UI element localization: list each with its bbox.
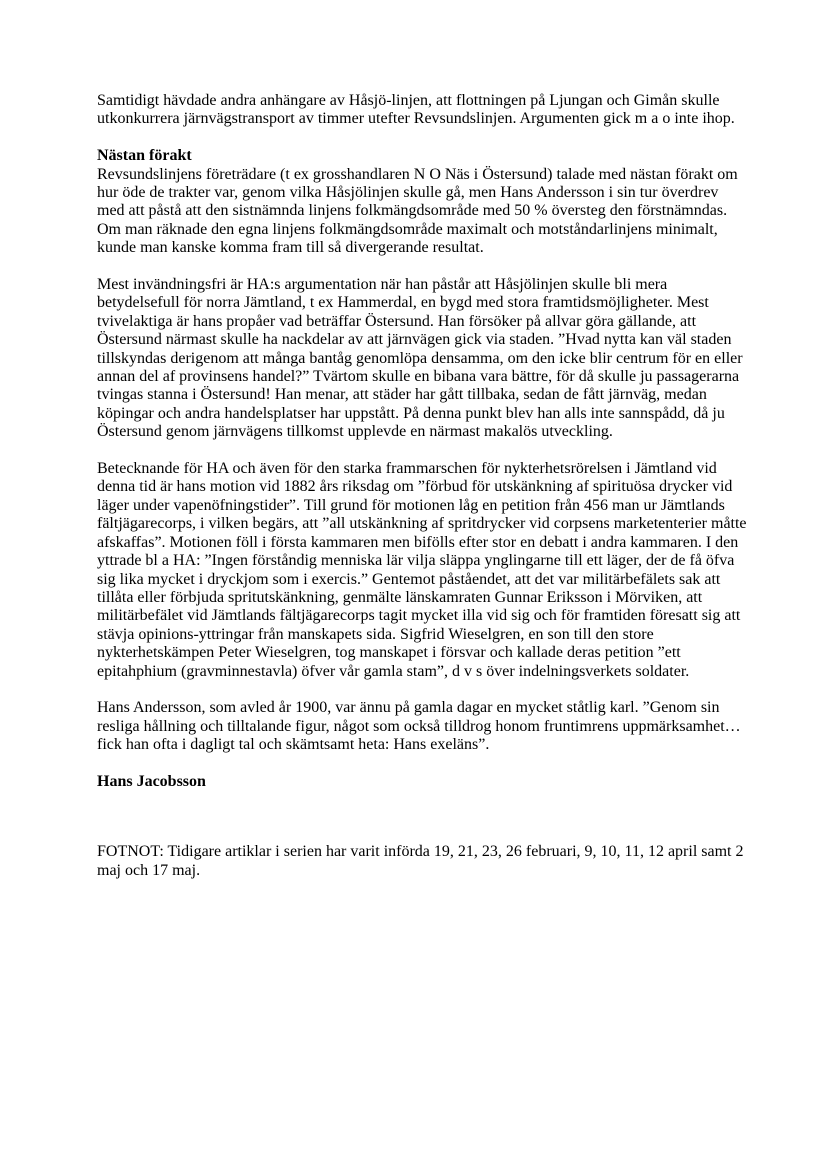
section-paragraph: Revsundslinjens företrädare (t ex grosshandlaren N O Näs i Östersund) talade med nästan förakt om hur öde de trakter var, genom vilka Håsjölinjen skulle gå, men Hans Andersson i sin tur överdrev med att påstå att den sistnämnda linjens folkmängdsområde med 50 % översteg den förstnämndas. Om man räknade den egna linjens folkmängdsområde maximalt och motståndarlinjens minimalt, kunde man kanske komma fram till så divergerande resultat. [97,165,738,257]
motion-paragraph: Betecknande för HA och även för den starka frammarschen för nykterhetsrörelsen i Jämtland vid denna tid är hans motion vid 1882 års riksdag om ”förbud för utskänkning af spirituösa drycker vid läger under vapenöfningstider”. Till grund för motionen låg en petition från 456 man ur Jämtlands fältjägarecorps, i vilken begärs, att ”all utskänkning af spritdrycker vid corpsens marketenterier måtte afskaffas”. Motionen föll i första kammaren men bifölls efter stor en debatt i andra kammaren. I den yttrade bl a HA: ”Ingen förståndig menniska lär vilja släppa ynglingarne till ett läger, der de få öfva sig lika mycket i dryckjom som i exercis.” Gentemot påståendet, att det var militärbefälets sak att tillåta eller förbjuda spritutskänkning, genmälte länskamraten Gunnar Eriksson i Mörviken, att militärbefälet vid Jämtlands fältjägarecorps tagit mycket illa vid sig och för framtiden föresatt sig att stävja opinions-yttringar från manskapets sida. Sigfrid Wieselgren, en son till den store nykterhetskämpen Peter Wieselgren, tog manskapet i försvar och kallade deras petition ”ett epitahphium (gravminnestavla) öfver vår gamla stam”, d v s över indelningsverkets soldater. [97,460,747,680]
closing-paragraph: Hans Andersson, som avled år 1900, var ännu på gamla dagar en mycket ståtlig karl. ”Genom sin resliga hållning och tilltalande figur, något som också tilldrog honom fruntimrens uppmärksamhet… fick han ofta i dagligt tal och skämtsamt heta: Hans exeläns”. [97,699,741,754]
footnote-paragraph: FOTNOT: Tidigare artiklar i serien har varit införda 19, 21, 23, 26 februari, 9, 10, 11, 12 april samt 2 maj och 17 maj. [97,843,744,879]
section-heading: Nästan förakt [97,147,192,165]
argumentation-paragraph: Mest invändningsfri är HA:s argumentation när han påstår att Håsjölinjen skulle bli mera betydelsefull för norra Jämtland, t ex Hammerdal, en bygd med stora framtidsmöjligheter. Mest tvivelaktiga är hans propåer vad beträffar Östersund. Han försöker på allvar göra gällande, att Östersund närmast skulle ha nackdelar av att järnvägen gick via staden. ”Hvad nytta kan väl staden tillskyndas derigenom att många bantåg genomlöpa densamma, om den icke blir centrum för en eller annan del af provinsens handel?” Tvärtom skulle en bibana vara bättre, för då skulle ju passagerarna tvingas stanna i Östersund! Han menar, att städer har gått tillbaka, sedan de fått järnväg, medan köpingar och andra handelsplatser har uppstått. På denna punkt blev han alls inte sannspådd, då ju Östersund genom järnvägens tillkomst upplevde en närmast makalös utveckling. [97,276,743,441]
author-signature: Hans Jacobsson [97,772,206,790]
intro-paragraph: Samtidigt hävdade andra anhängare av Håsjö-linjen, att flottningen på Ljungan och Gimån skulle utkonkurrera järnvägstransport av timmer utefter Revsundslinjen. Argumenten gick m a o inte ihop. [97,92,735,128]
